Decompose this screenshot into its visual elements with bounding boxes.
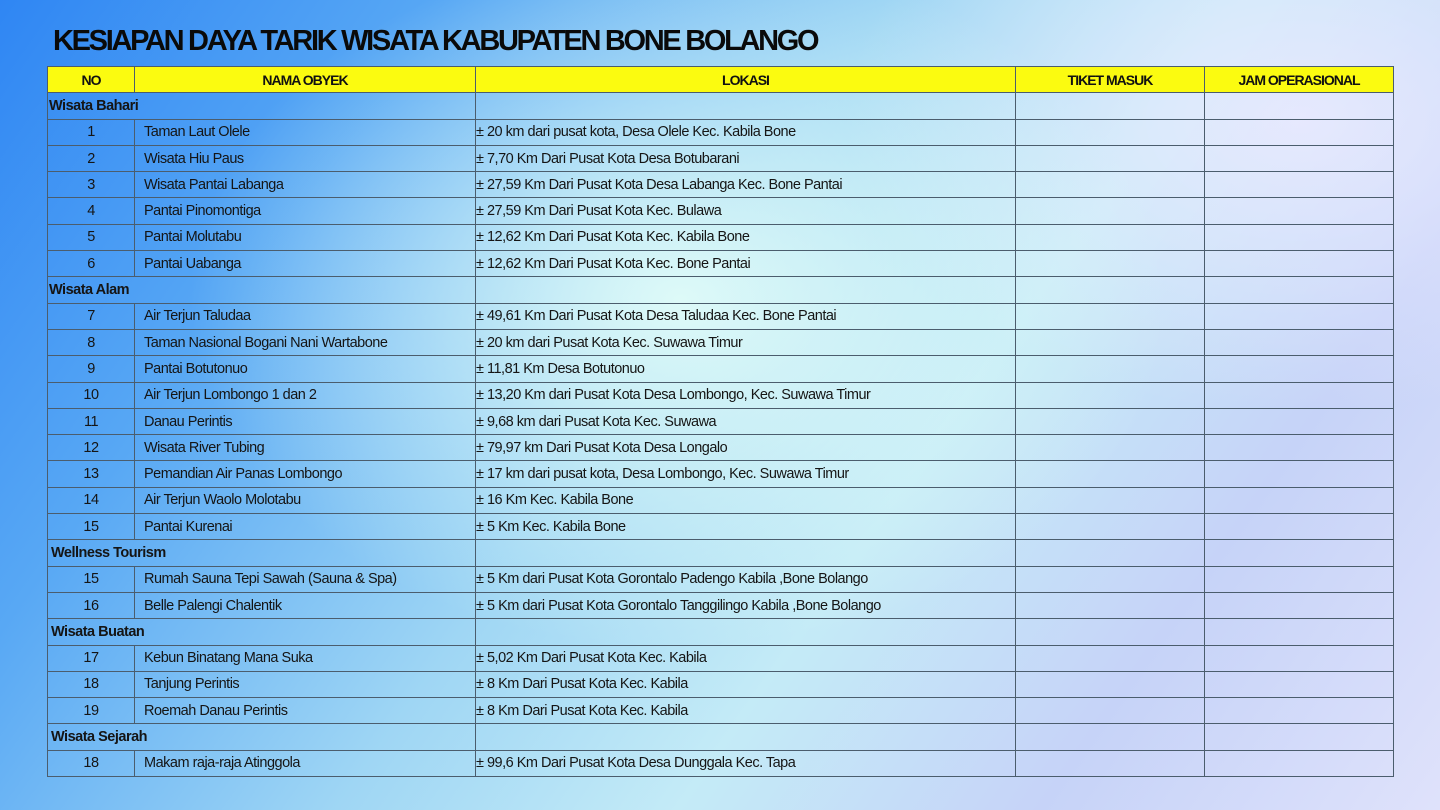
wisata-table [47, 66, 1394, 777]
row-lokasi: ± 79,97 km Dari Pusat Kota Desa Longalo [476, 435, 1016, 461]
row-jam-operasional [1205, 224, 1394, 250]
row-no: 17 [48, 645, 135, 671]
row-no: 13 [48, 461, 135, 487]
row-lokasi: ± 27,59 Km Dari Pusat Kota Kec. Bulawa [476, 198, 1016, 224]
row-jam-operasional [1205, 356, 1394, 382]
row-no: 1 [48, 119, 135, 145]
row-tiket-masuk [1016, 514, 1205, 540]
row-lokasi: ± 8 Km Dari Pusat Kota Kec. Kabila [476, 671, 1016, 697]
row-jam-operasional [1205, 251, 1394, 277]
table-row [48, 145, 1394, 171]
row-nama-obyek: Belle Palengi Chalentik [135, 592, 476, 618]
row-lokasi: ± 16 Km Kec. Kabila Bone [476, 487, 1016, 513]
table-row [48, 487, 1394, 513]
table-row [48, 645, 1394, 671]
category-row [48, 724, 1394, 750]
row-lokasi: ± 99,6 Km Dari Pusat Kota Desa Dunggala Kec. Tapa [476, 750, 1016, 776]
row-jam-operasional [1205, 408, 1394, 434]
row-tiket-masuk [1016, 566, 1205, 592]
row-tiket-masuk [1016, 408, 1205, 434]
row-no: 12 [48, 435, 135, 461]
table-row [48, 224, 1394, 250]
table-header-row [48, 67, 1394, 93]
category-label: Wisata Sejarah [48, 724, 476, 750]
empty-cell [1205, 540, 1394, 566]
empty-cell [1016, 277, 1205, 303]
category-label: Wisata Bahari [48, 93, 476, 119]
row-lokasi: ± 12,62 Km Dari Pusat Kota Kec. Bone Pantai [476, 251, 1016, 277]
row-tiket-masuk [1016, 750, 1205, 776]
row-no: 15 [48, 514, 135, 540]
row-no: 6 [48, 251, 135, 277]
row-lokasi: ± 27,59 Km Dari Pusat Kota Desa Labanga Kec. Bone Pantai [476, 172, 1016, 198]
row-jam-operasional [1205, 119, 1394, 145]
category-label: Wisata Alam [48, 277, 476, 303]
row-jam-operasional [1205, 566, 1394, 592]
category-row [48, 277, 1394, 303]
empty-cell [1016, 93, 1205, 119]
row-nama-obyek: Roemah Danau Perintis [135, 698, 476, 724]
empty-cell [1016, 724, 1205, 750]
row-jam-operasional [1205, 514, 1394, 540]
row-no: 2 [48, 145, 135, 171]
table-row [48, 303, 1394, 329]
row-nama-obyek: Air Terjun Taludaa [135, 303, 476, 329]
row-lokasi: ± 11,81 Km Desa Botutonuo [476, 356, 1016, 382]
table-row [48, 408, 1394, 434]
header-nama-obyek: NAMA OBYEK [135, 67, 476, 93]
row-tiket-masuk [1016, 303, 1205, 329]
table-row [48, 671, 1394, 697]
row-lokasi: ± 5,02 Km Dari Pusat Kota Kec. Kabila [476, 645, 1016, 671]
row-tiket-masuk [1016, 172, 1205, 198]
page-title: KESIAPAN DAYA TARIK WISATA KABUPATEN BONE BOLANGO [53, 25, 818, 57]
empty-cell [1016, 540, 1205, 566]
row-jam-operasional [1205, 645, 1394, 671]
row-tiket-masuk [1016, 382, 1205, 408]
table-row [48, 356, 1394, 382]
row-jam-operasional [1205, 487, 1394, 513]
table-row [48, 461, 1394, 487]
row-nama-obyek: Pantai Molutabu [135, 224, 476, 250]
row-tiket-masuk [1016, 251, 1205, 277]
row-jam-operasional [1205, 303, 1394, 329]
row-tiket-masuk [1016, 145, 1205, 171]
row-jam-operasional [1205, 329, 1394, 355]
row-no: 14 [48, 487, 135, 513]
table-row [48, 514, 1394, 540]
table-row [48, 698, 1394, 724]
row-jam-operasional [1205, 145, 1394, 171]
row-tiket-masuk [1016, 329, 1205, 355]
row-no: 18 [48, 750, 135, 776]
table-row [48, 382, 1394, 408]
empty-cell [1205, 277, 1394, 303]
row-nama-obyek: Pantai Pinomontiga [135, 198, 476, 224]
row-no: 4 [48, 198, 135, 224]
category-label: Wisata Buatan [48, 619, 476, 645]
table-row [48, 198, 1394, 224]
category-row [48, 540, 1394, 566]
row-tiket-masuk [1016, 592, 1205, 618]
table-row [48, 329, 1394, 355]
empty-cell [476, 93, 1016, 119]
row-nama-obyek: Wisata Pantai Labanga [135, 172, 476, 198]
row-lokasi: ± 12,62 Km Dari Pusat Kota Kec. Kabila Bone [476, 224, 1016, 250]
row-tiket-masuk [1016, 119, 1205, 145]
row-no: 5 [48, 224, 135, 250]
row-nama-obyek: Wisata River Tubing [135, 435, 476, 461]
row-jam-operasional [1205, 671, 1394, 697]
row-tiket-masuk [1016, 461, 1205, 487]
row-lokasi: ± 5 Km Kec. Kabila Bone [476, 514, 1016, 540]
row-jam-operasional [1205, 750, 1394, 776]
row-lokasi: ± 17 km dari pusat kota, Desa Lombongo, Kec. Suwawa Timur [476, 461, 1016, 487]
row-jam-operasional [1205, 172, 1394, 198]
row-nama-obyek: Pantai Uabanga [135, 251, 476, 277]
row-nama-obyek: Air Terjun Lombongo 1 dan 2 [135, 382, 476, 408]
row-nama-obyek: Taman Laut Olele [135, 119, 476, 145]
table-row [48, 566, 1394, 592]
row-lokasi: ± 20 km dari pusat kota, Desa Olele Kec. Kabila Bone [476, 119, 1016, 145]
row-nama-obyek: Air Terjun Waolo Molotabu [135, 487, 476, 513]
row-no: 7 [48, 303, 135, 329]
row-nama-obyek: Rumah Sauna Tepi Sawah (Sauna & Spa) [135, 566, 476, 592]
table-row [48, 592, 1394, 618]
table-body [48, 93, 1394, 777]
empty-cell [1016, 619, 1205, 645]
empty-cell [1205, 619, 1394, 645]
empty-cell [1205, 724, 1394, 750]
row-no: 19 [48, 698, 135, 724]
table-row [48, 435, 1394, 461]
row-lokasi: ± 7,70 Km Dari Pusat Kota Desa Botubarani [476, 145, 1016, 171]
row-jam-operasional [1205, 435, 1394, 461]
category-row [48, 619, 1394, 645]
row-lokasi: ± 5 Km dari Pusat Kota Gorontalo Padengo Kabila ,Bone Bolango [476, 566, 1016, 592]
row-nama-obyek: Wisata Hiu Paus [135, 145, 476, 171]
table-row [48, 750, 1394, 776]
empty-cell [476, 277, 1016, 303]
row-nama-obyek: Pantai Botutonuo [135, 356, 476, 382]
row-lokasi: ± 5 Km dari Pusat Kota Gorontalo Tanggilingo Kabila ,Bone Bolango [476, 592, 1016, 618]
row-tiket-masuk [1016, 645, 1205, 671]
row-tiket-masuk [1016, 698, 1205, 724]
empty-cell [1205, 93, 1394, 119]
row-tiket-masuk [1016, 356, 1205, 382]
category-row [48, 93, 1394, 119]
header-tiket-masuk: TIKET MASUK [1016, 67, 1205, 93]
row-no: 15 [48, 566, 135, 592]
empty-cell [476, 540, 1016, 566]
row-jam-operasional [1205, 592, 1394, 618]
table-row [48, 172, 1394, 198]
row-tiket-masuk [1016, 487, 1205, 513]
empty-cell [476, 724, 1016, 750]
row-tiket-masuk [1016, 435, 1205, 461]
row-lokasi: ± 20 km dari Pusat Kota Kec. Suwawa Timur [476, 329, 1016, 355]
row-tiket-masuk [1016, 198, 1205, 224]
header-no: NO [48, 67, 135, 93]
row-jam-operasional [1205, 461, 1394, 487]
row-nama-obyek: Pemandian Air Panas Lombongo [135, 461, 476, 487]
row-no: 18 [48, 671, 135, 697]
row-lokasi: ± 9,68 km dari Pusat Kota Kec. Suwawa [476, 408, 1016, 434]
row-jam-operasional [1205, 198, 1394, 224]
row-nama-obyek: Kebun Binatang Mana Suka [135, 645, 476, 671]
header-jam-operasional: JAM OPERASIONAL [1205, 67, 1394, 93]
row-no: 10 [48, 382, 135, 408]
row-nama-obyek: Makam raja-raja Atinggola [135, 750, 476, 776]
row-lokasi: ± 13,20 Km dari Pusat Kota Desa Lombongo, Kec. Suwawa Timur [476, 382, 1016, 408]
row-nama-obyek: Pantai Kurenai [135, 514, 476, 540]
row-nama-obyek: Tanjung Perintis [135, 671, 476, 697]
row-lokasi: ± 49,61 Km Dari Pusat Kota Desa Taludaa Kec. Bone Pantai [476, 303, 1016, 329]
category-label: Wellness Tourism [48, 540, 476, 566]
empty-cell [476, 619, 1016, 645]
header-lokasi: LOKASI [476, 67, 1016, 93]
row-tiket-masuk [1016, 224, 1205, 250]
row-lokasi: ± 8 Km Dari Pusat Kota Kec. Kabila [476, 698, 1016, 724]
row-jam-operasional [1205, 382, 1394, 408]
row-no: 9 [48, 356, 135, 382]
row-tiket-masuk [1016, 671, 1205, 697]
row-no: 16 [48, 592, 135, 618]
row-no: 8 [48, 329, 135, 355]
table-row [48, 251, 1394, 277]
row-nama-obyek: Danau Perintis [135, 408, 476, 434]
table-row [48, 119, 1394, 145]
row-no: 11 [48, 408, 135, 434]
row-nama-obyek: Taman Nasional Bogani Nani Wartabone [135, 329, 476, 355]
row-no: 3 [48, 172, 135, 198]
row-jam-operasional [1205, 698, 1394, 724]
